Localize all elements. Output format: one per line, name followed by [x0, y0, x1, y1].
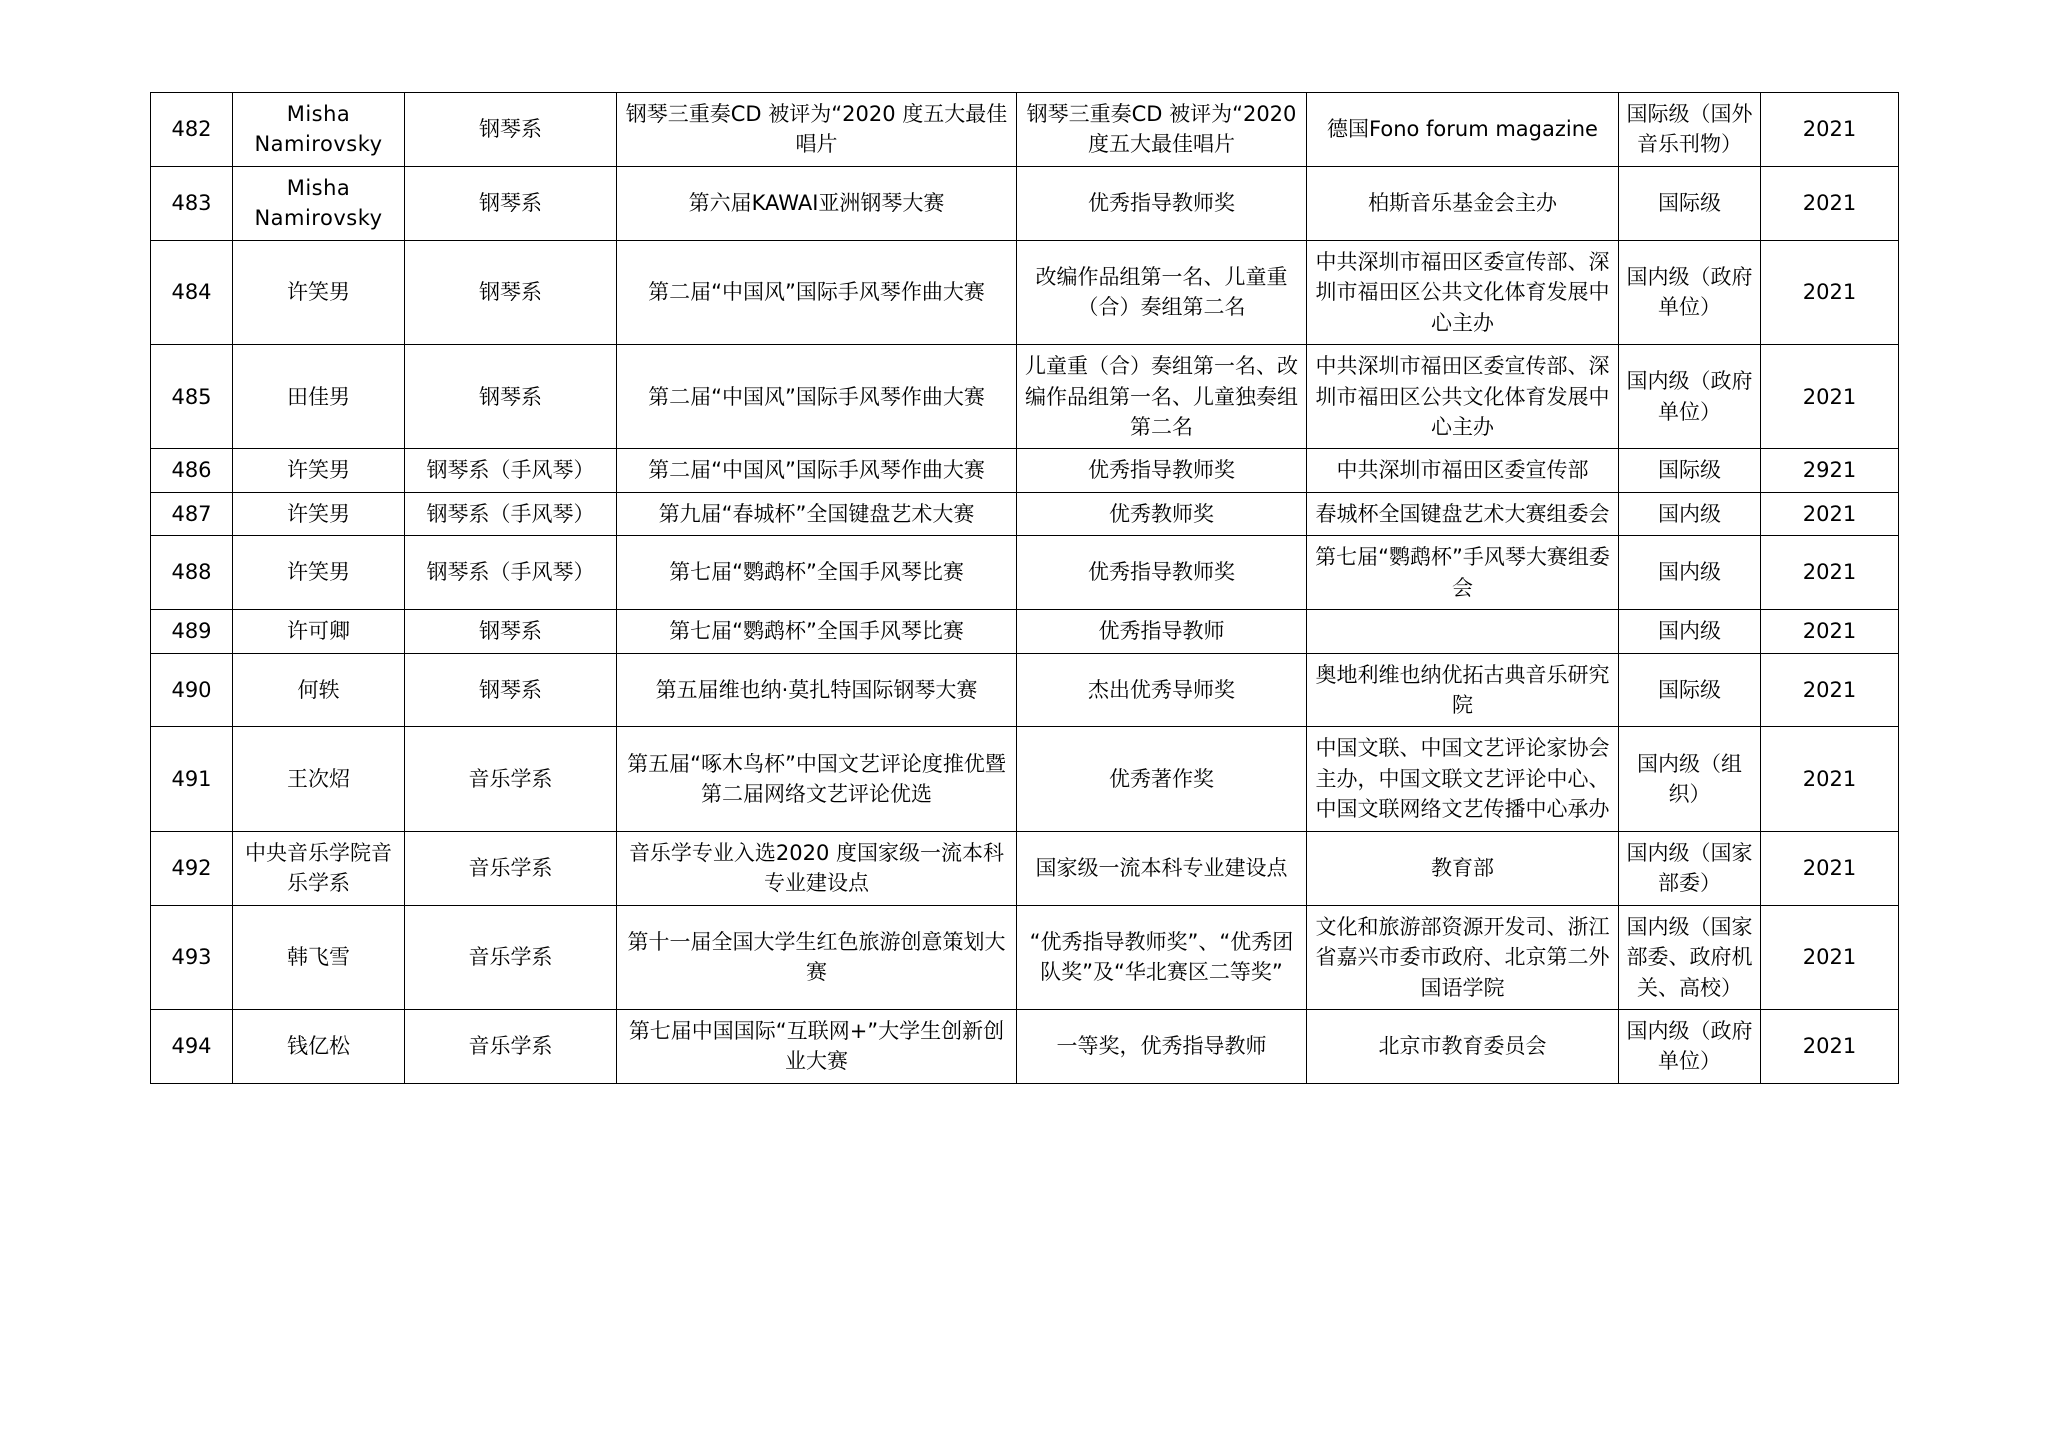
cell-event: 第七届“鹦鹉杯”全国手风琴比赛 — [617, 536, 1017, 610]
table-row — [151, 905, 1899, 1009]
cell-index: 493 — [151, 905, 233, 1009]
cell-level: 国际级（国外音乐刊物） — [1619, 93, 1761, 167]
cell-level: 国内级（政府单位） — [1619, 1009, 1761, 1083]
cell-event: 第二届“中国风”国际手风琴作曲大赛 — [617, 345, 1017, 449]
table-row — [151, 610, 1899, 653]
cell-year: 2021 — [1761, 905, 1899, 1009]
cell-index: 486 — [151, 449, 233, 492]
cell-name: 何轶 — [233, 653, 405, 727]
cell-event: 第二届“中国风”国际手风琴作曲大赛 — [617, 449, 1017, 492]
cell-event: 第七届中国国际“互联网+”大学生创新创业大赛 — [617, 1009, 1017, 1083]
cell-level: 国内级（国家部委、政府机关、高校） — [1619, 905, 1761, 1009]
cell-year: 2021 — [1761, 831, 1899, 905]
cell-year: 2021 — [1761, 1009, 1899, 1083]
cell-dept: 钢琴系 — [405, 93, 617, 167]
table-row — [151, 831, 1899, 905]
cell-event: 第五届“啄木鸟杯”中国文艺评论度推优暨第二届网络文艺评论优选 — [617, 727, 1017, 831]
cell-org: 柏斯音乐基金会主办 — [1307, 166, 1619, 240]
cell-event: 第五届维也纳·莫扎特国际钢琴大赛 — [617, 653, 1017, 727]
cell-dept: 钢琴系 — [405, 345, 617, 449]
cell-award: 优秀指导教师奖 — [1017, 536, 1307, 610]
cell-event: 第二届“中国风”国际手风琴作曲大赛 — [617, 240, 1017, 344]
cell-award: 优秀指导教师奖 — [1017, 449, 1307, 492]
cell-level: 国际级 — [1619, 449, 1761, 492]
cell-dept: 钢琴系（手风琴） — [405, 449, 617, 492]
cell-year: 2921 — [1761, 449, 1899, 492]
cell-dept: 音乐学系 — [405, 727, 617, 831]
cell-dept: 音乐学系 — [405, 905, 617, 1009]
cell-year: 2021 — [1761, 610, 1899, 653]
cell-event: 第十一届全国大学生红色旅游创意策划大赛 — [617, 905, 1017, 1009]
cell-event: 钢琴三重奏CD 被评为“2020 度五大最佳唱片 — [617, 93, 1017, 167]
cell-year: 2021 — [1761, 166, 1899, 240]
cell-year: 2021 — [1761, 93, 1899, 167]
cell-award: 优秀指导教师 — [1017, 610, 1307, 653]
cell-org: 文化和旅游部资源开发司、浙江省嘉兴市委市政府、北京第二外国语学院 — [1307, 905, 1619, 1009]
cell-name: 许笑男 — [233, 240, 405, 344]
cell-award: 改编作品组第一名、儿童重（合）奏组第二名 — [1017, 240, 1307, 344]
cell-index: 494 — [151, 1009, 233, 1083]
cell-event: 音乐学专业入选2020 度国家级一流本科专业建设点 — [617, 831, 1017, 905]
cell-year: 2021 — [1761, 345, 1899, 449]
cell-org: 中共深圳市福田区委宣传部、深圳市福田区公共文化体育发展中心主办 — [1307, 345, 1619, 449]
cell-name: 钱亿松 — [233, 1009, 405, 1083]
cell-index: 487 — [151, 492, 233, 535]
cell-award: 国家级一流本科专业建设点 — [1017, 831, 1307, 905]
cell-org: 中共深圳市福田区委宣传部 — [1307, 449, 1619, 492]
table-row — [151, 93, 1899, 167]
cell-year: 2021 — [1761, 492, 1899, 535]
table-row — [151, 345, 1899, 449]
cell-org: 奥地利维也纳优拓古典音乐研究院 — [1307, 653, 1619, 727]
cell-award: 优秀著作奖 — [1017, 727, 1307, 831]
cell-level: 国内级 — [1619, 536, 1761, 610]
cell-award: 儿童重（合）奏组第一名、改编作品组第一名、儿童独奏组第二名 — [1017, 345, 1307, 449]
cell-index: 484 — [151, 240, 233, 344]
table-row — [151, 727, 1899, 831]
cell-name: 许笑男 — [233, 492, 405, 535]
table-body — [151, 93, 1899, 1084]
cell-org: 北京市教育委员会 — [1307, 1009, 1619, 1083]
cell-award: 优秀指导教师奖 — [1017, 166, 1307, 240]
cell-dept: 钢琴系（手风琴） — [405, 492, 617, 535]
award-records-table — [150, 92, 1899, 1084]
cell-org: 教育部 — [1307, 831, 1619, 905]
cell-name: 中央音乐学院音乐学系 — [233, 831, 405, 905]
cell-index: 483 — [151, 166, 233, 240]
cell-index: 491 — [151, 727, 233, 831]
cell-name: 许可卿 — [233, 610, 405, 653]
table-row — [151, 1009, 1899, 1083]
cell-award: 优秀教师奖 — [1017, 492, 1307, 535]
cell-name: 田佳男 — [233, 345, 405, 449]
table-row — [151, 653, 1899, 727]
cell-name: 王次炤 — [233, 727, 405, 831]
cell-index: 488 — [151, 536, 233, 610]
cell-name: Misha Namirovsky — [233, 93, 405, 167]
cell-org — [1307, 610, 1619, 653]
cell-year: 2021 — [1761, 653, 1899, 727]
cell-index: 492 — [151, 831, 233, 905]
cell-org: 德国Fono forum magazine — [1307, 93, 1619, 167]
cell-award: 一等奖，优秀指导教师 — [1017, 1009, 1307, 1083]
cell-award: 杰出优秀导师奖 — [1017, 653, 1307, 727]
table-row — [151, 166, 1899, 240]
cell-index: 482 — [151, 93, 233, 167]
cell-dept: 钢琴系 — [405, 610, 617, 653]
cell-level: 国际级 — [1619, 653, 1761, 727]
cell-level: 国际级 — [1619, 166, 1761, 240]
table-row — [151, 536, 1899, 610]
cell-level: 国内级 — [1619, 610, 1761, 653]
cell-dept: 钢琴系 — [405, 240, 617, 344]
cell-dept: 音乐学系 — [405, 1009, 617, 1083]
cell-level: 国内级（国家部委） — [1619, 831, 1761, 905]
cell-name: 韩飞雪 — [233, 905, 405, 1009]
cell-name: Misha Namirovsky — [233, 166, 405, 240]
cell-name: 许笑男 — [233, 449, 405, 492]
cell-org: 第七届“鹦鹉杯”手风琴大赛组委会 — [1307, 536, 1619, 610]
cell-level: 国内级 — [1619, 492, 1761, 535]
cell-year: 2021 — [1761, 727, 1899, 831]
cell-event: 第六届KAWAI亚洲钢琴大赛 — [617, 166, 1017, 240]
cell-event: 第九届“春城杯”全国键盘艺术大赛 — [617, 492, 1017, 535]
cell-dept: 钢琴系（手风琴） — [405, 536, 617, 610]
cell-name: 许笑男 — [233, 536, 405, 610]
cell-index: 490 — [151, 653, 233, 727]
cell-year: 2021 — [1761, 240, 1899, 344]
table-row — [151, 449, 1899, 492]
cell-award: “优秀指导教师奖”、“优秀团队奖”及“华北赛区二等奖” — [1017, 905, 1307, 1009]
cell-year: 2021 — [1761, 536, 1899, 610]
cell-dept: 钢琴系 — [405, 653, 617, 727]
cell-dept: 钢琴系 — [405, 166, 617, 240]
table-row — [151, 240, 1899, 344]
cell-org: 中国文联、中国文艺评论家协会主办，中国文联文艺评论中心、中国文联网络文艺传播中心承办 — [1307, 727, 1619, 831]
cell-level: 国内级（政府单位） — [1619, 345, 1761, 449]
table-row — [151, 492, 1899, 535]
cell-index: 489 — [151, 610, 233, 653]
cell-level: 国内级（组织） — [1619, 727, 1761, 831]
cell-org: 春城杯全国键盘艺术大赛组委会 — [1307, 492, 1619, 535]
cell-level: 国内级（政府单位） — [1619, 240, 1761, 344]
cell-event: 第七届“鹦鹉杯”全国手风琴比赛 — [617, 610, 1017, 653]
cell-index: 485 — [151, 345, 233, 449]
cell-org: 中共深圳市福田区委宣传部、深圳市福田区公共文化体育发展中心主办 — [1307, 240, 1619, 344]
cell-dept: 音乐学系 — [405, 831, 617, 905]
cell-award: 钢琴三重奏CD 被评为“2020 度五大最佳唱片 — [1017, 93, 1307, 167]
